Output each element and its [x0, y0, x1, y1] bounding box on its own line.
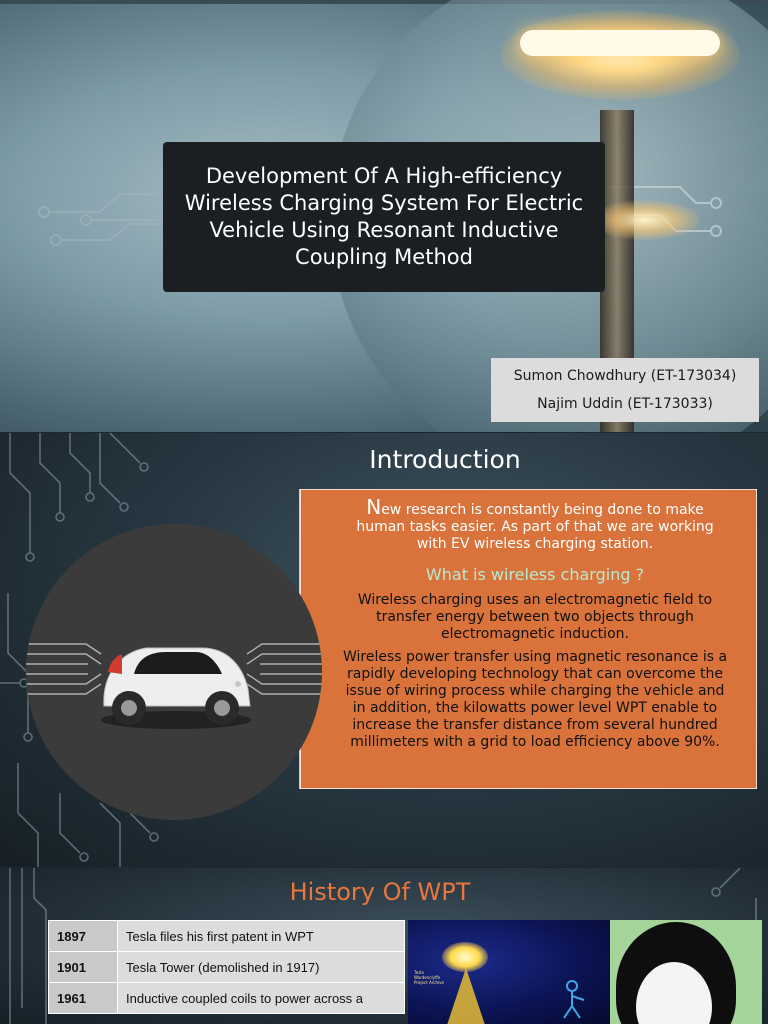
bulb-filament	[520, 30, 720, 56]
tesla-portrait-photo	[610, 920, 762, 1024]
callout-text	[340, 495, 730, 757]
author-1: Sumon Chowdhury (ET-173034)	[513, 368, 737, 384]
intro-first-letter: N	[366, 495, 382, 519]
title-box	[163, 142, 605, 292]
table-cell-event: Tesla files his first patent in WPT	[118, 921, 405, 952]
definition-paragraph: Wireless charging uses an electromagnetic field to transfer energy between two objects through electromagnetic induction.	[357, 592, 713, 642]
ev-image-circle	[26, 524, 322, 820]
intro-paragraph	[340, 495, 730, 553]
figure-icon	[558, 980, 588, 1020]
tesla-tower-photo	[408, 920, 610, 1024]
tower-shape	[446, 968, 486, 1024]
circuit-lines-icon	[30, 180, 180, 260]
table-row	[49, 952, 405, 983]
wireless-charging-subheading: What is wireless charging ?	[425, 565, 645, 584]
table-cell-year: 1897	[49, 921, 118, 952]
electric-car-icon	[26, 524, 322, 820]
table-cell-year: 1901	[49, 952, 118, 983]
history-slide	[0, 868, 768, 1024]
table-cell-year: 1961	[49, 983, 118, 1014]
bulb-lower-glow	[590, 200, 700, 240]
history-table	[48, 920, 405, 1014]
history-heading: History Of WPT	[289, 878, 471, 906]
title-slide	[0, 0, 768, 432]
wpt-paragraph: Wireless power transfer using magnetic resonance is a rapidly developing technology that can overcome the issue of wiring process while charging the vehicle and in addition, the kilowatts power level WPT enable to increase the transfer distance from several hundred millimeters with a grid to load efficiency above 90%.	[342, 649, 728, 750]
table-cell-event: Tesla Tower (demolished in 1917)	[118, 952, 405, 983]
table-row	[49, 983, 405, 1014]
introduction-slide	[0, 433, 768, 867]
author-2: Najim Uddin (ET-173033)	[537, 396, 713, 412]
tower-photo-caption: Tesla Wardenclyffe Project Archive	[414, 970, 444, 985]
table-cell-event: Inductive coupled coils to power across a	[118, 983, 405, 1014]
introduction-heading: Introduction	[369, 445, 521, 474]
presentation-title: Development Of A High-efficiency Wireless Charging System For Electric Vehicle Using Resonant Inductive Coupling Method	[184, 164, 584, 269]
authors-box	[491, 358, 759, 422]
intro-text: ew research is constantly being done to make human tasks easier. As part of that we are working with EV wireless charging station.	[356, 502, 714, 552]
table-row	[49, 921, 405, 952]
